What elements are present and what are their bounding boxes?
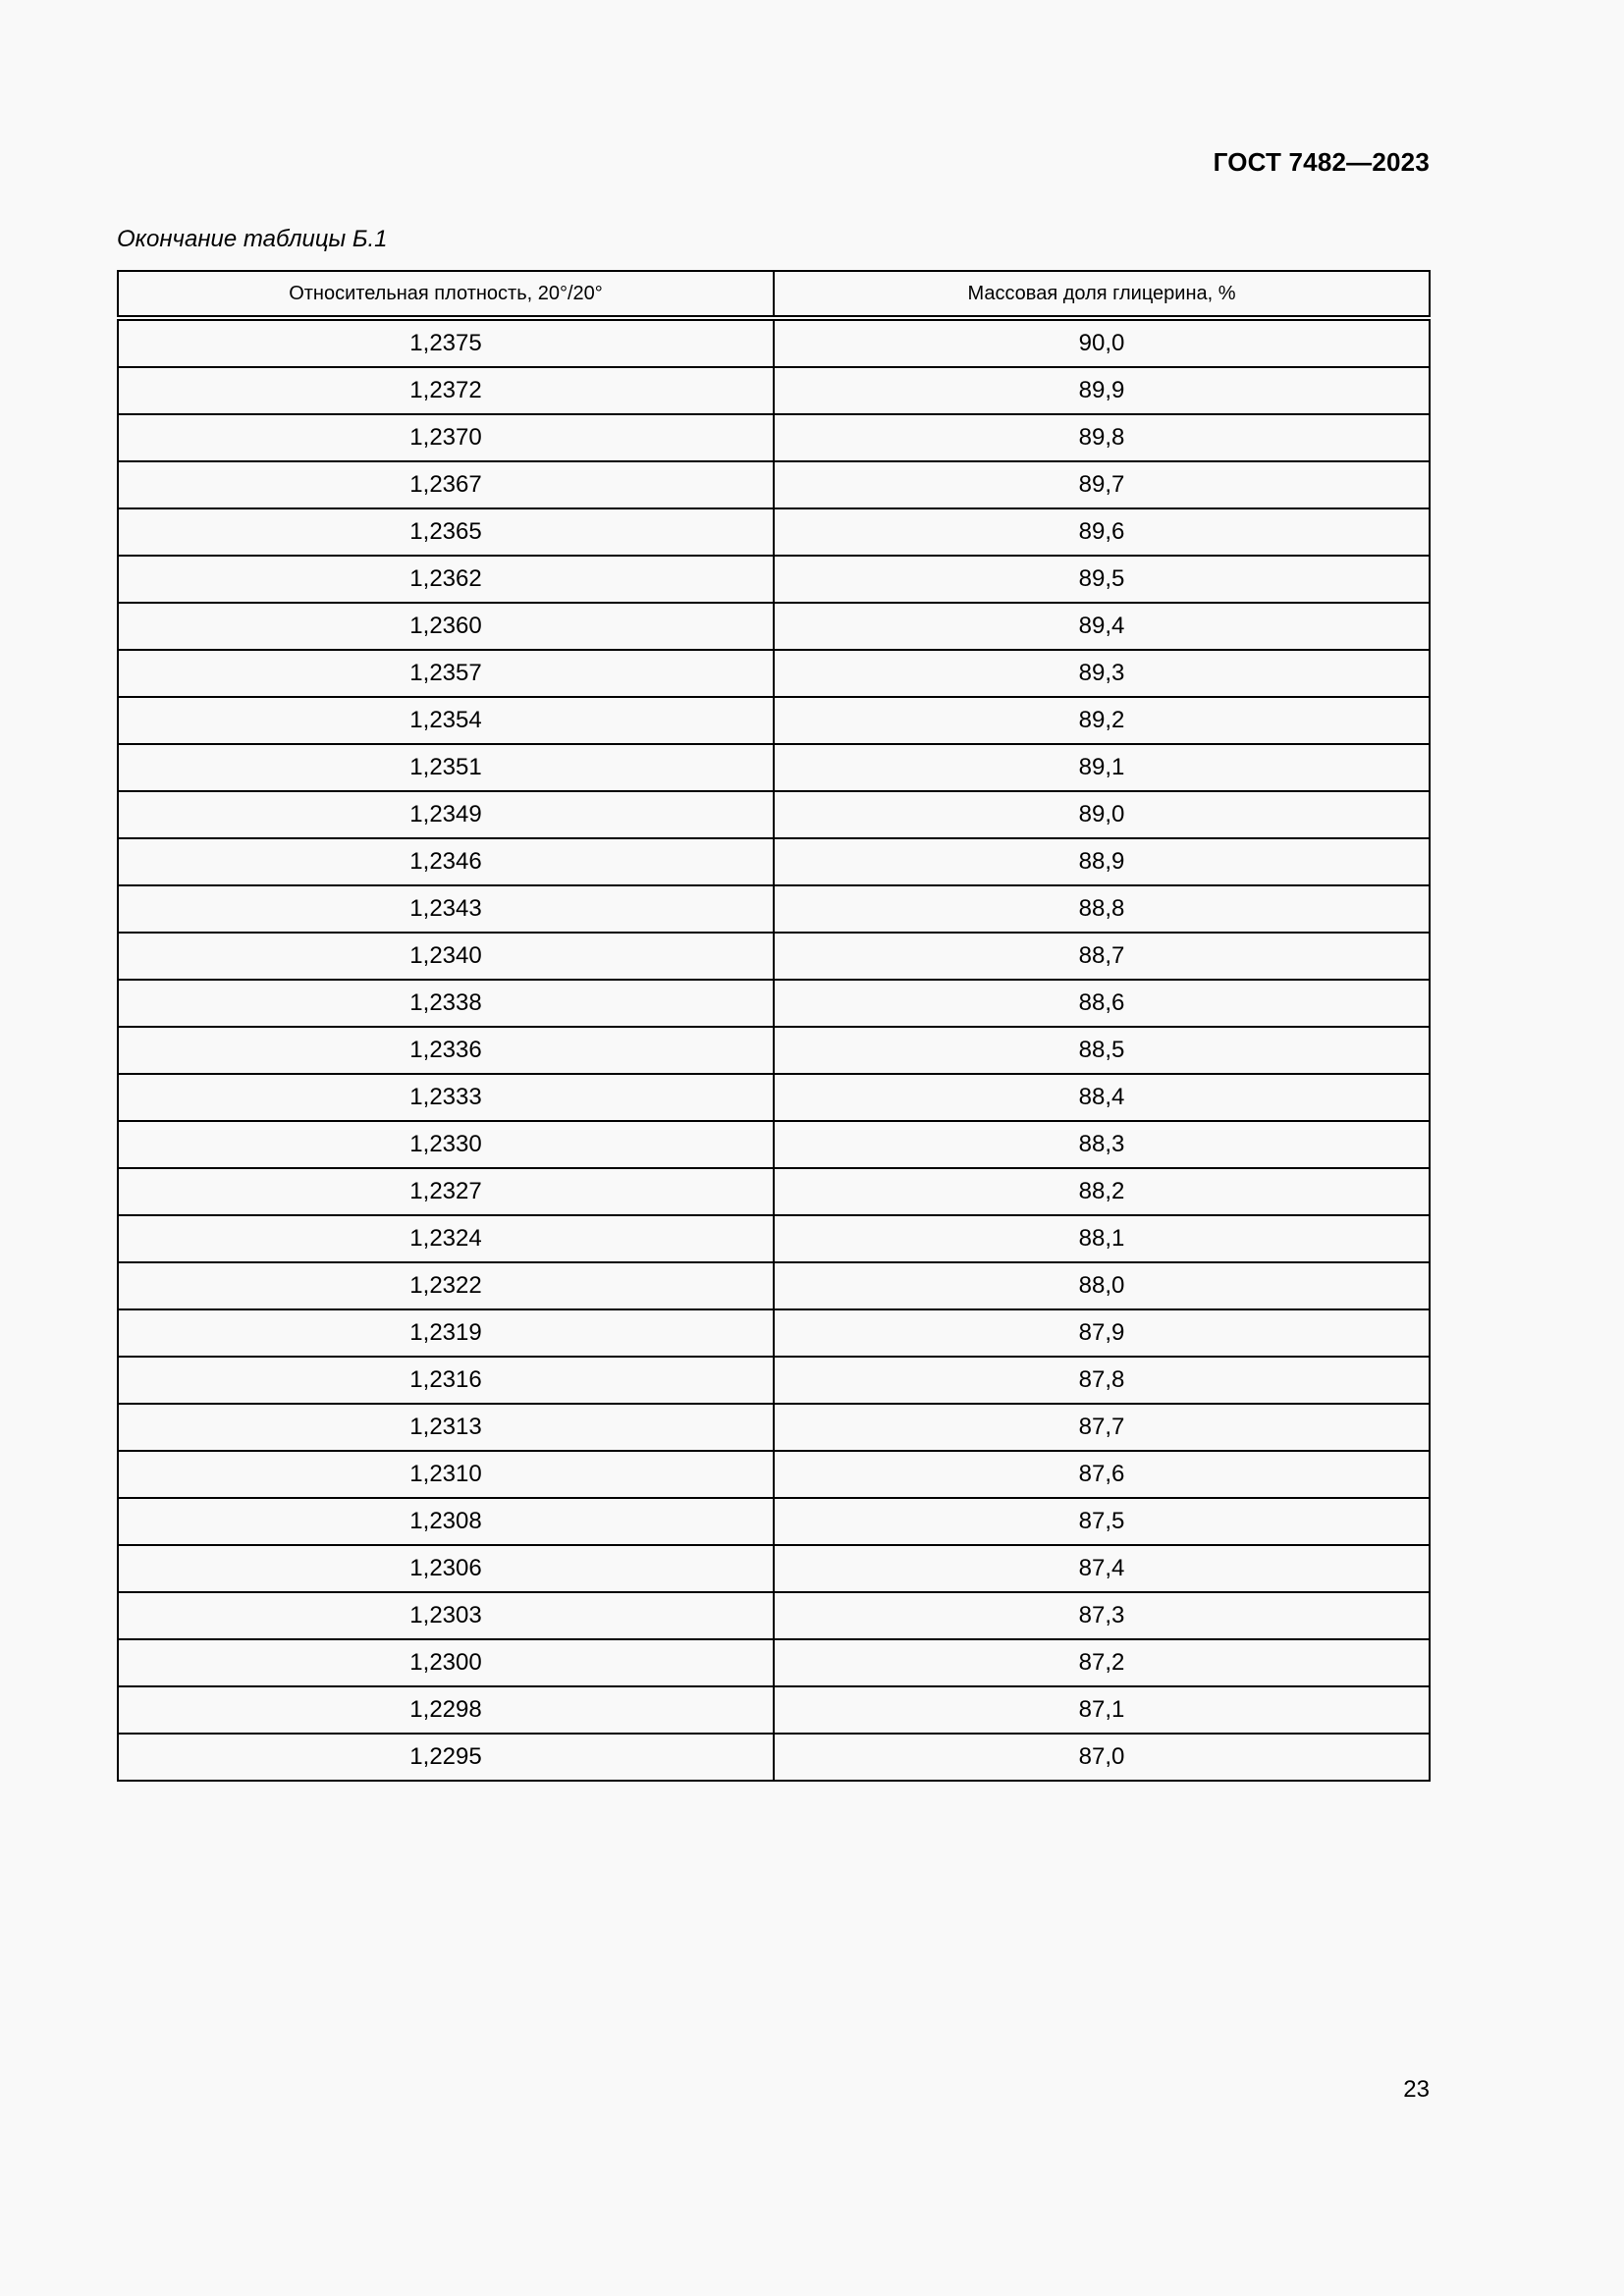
density-cell: 1,2372 [118, 367, 774, 414]
density-cell: 1,2319 [118, 1309, 774, 1357]
density-cell: 1,2354 [118, 697, 774, 744]
glycerin-fraction-cell: 87,3 [774, 1592, 1430, 1639]
document-standard-title: ГОСТ 7482—2023 [1213, 147, 1430, 177]
density-cell: 1,2370 [118, 414, 774, 461]
glycerin-fraction-cell: 88,8 [774, 885, 1430, 933]
density-cell: 1,2349 [118, 791, 774, 838]
glycerin-fraction-cell: 88,5 [774, 1027, 1430, 1074]
density-cell: 1,2295 [118, 1734, 774, 1781]
density-cell: 1,2338 [118, 980, 774, 1027]
density-cell: 1,2362 [118, 556, 774, 603]
glycerin-fraction-cell: 88,3 [774, 1121, 1430, 1168]
glycerin-fraction-cell: 89,5 [774, 556, 1430, 603]
glycerin-fraction-cell: 89,9 [774, 367, 1430, 414]
table-caption: Окончание таблицы Б.1 [117, 226, 388, 252]
density-glycerin-table [117, 270, 1431, 1782]
glycerin-fraction-cell: 89,7 [774, 461, 1430, 508]
table-row [118, 508, 1430, 556]
table-row [118, 1404, 1430, 1451]
table-row [118, 1498, 1430, 1545]
table-row [118, 1686, 1430, 1734]
density-cell: 1,2308 [118, 1498, 774, 1545]
density-cell: 1,2351 [118, 744, 774, 791]
glycerin-fraction-cell: 88,0 [774, 1262, 1430, 1309]
table-row [118, 1215, 1430, 1262]
glycerin-fraction-cell: 89,2 [774, 697, 1430, 744]
density-cell: 1,2346 [118, 838, 774, 885]
glycerin-fraction-cell: 88,9 [774, 838, 1430, 885]
table-row [118, 697, 1430, 744]
density-cell: 1,2340 [118, 933, 774, 980]
density-cell: 1,2330 [118, 1121, 774, 1168]
glycerin-fraction-cell: 89,0 [774, 791, 1430, 838]
glycerin-fraction-cell: 88,1 [774, 1215, 1430, 1262]
table-row [118, 1027, 1430, 1074]
density-cell: 1,2343 [118, 885, 774, 933]
density-cell: 1,2336 [118, 1027, 774, 1074]
density-cell: 1,2322 [118, 1262, 774, 1309]
column-header-density: Относительная плотность, 20°/20° [118, 271, 774, 318]
density-cell: 1,2327 [118, 1168, 774, 1215]
glycerin-fraction-cell: 87,9 [774, 1309, 1430, 1357]
table-row [118, 318, 1430, 367]
table-row [118, 1121, 1430, 1168]
density-cell: 1,2310 [118, 1451, 774, 1498]
table-row [118, 1309, 1430, 1357]
glycerin-fraction-cell: 87,4 [774, 1545, 1430, 1592]
table-row [118, 1168, 1430, 1215]
table-body [118, 318, 1430, 1781]
table-row [118, 933, 1430, 980]
density-cell: 1,2367 [118, 461, 774, 508]
table-row [118, 1451, 1430, 1498]
glycerin-fraction-cell: 88,4 [774, 1074, 1430, 1121]
glycerin-fraction-cell: 88,6 [774, 980, 1430, 1027]
glycerin-fraction-cell: 87,8 [774, 1357, 1430, 1404]
density-cell: 1,2298 [118, 1686, 774, 1734]
density-cell: 1,2360 [118, 603, 774, 650]
table-row [118, 1639, 1430, 1686]
density-cell: 1,2313 [118, 1404, 774, 1451]
density-cell: 1,2300 [118, 1639, 774, 1686]
table-row [118, 838, 1430, 885]
table-row [118, 1357, 1430, 1404]
glycerin-fraction-cell: 87,0 [774, 1734, 1430, 1781]
density-cell: 1,2303 [118, 1592, 774, 1639]
density-cell: 1,2316 [118, 1357, 774, 1404]
table-row [118, 1074, 1430, 1121]
table-row [118, 414, 1430, 461]
glycerin-fraction-cell: 87,2 [774, 1639, 1430, 1686]
table-row [118, 461, 1430, 508]
table-row [118, 791, 1430, 838]
glycerin-fraction-cell: 87,6 [774, 1451, 1430, 1498]
table-row [118, 1592, 1430, 1639]
density-cell: 1,2333 [118, 1074, 774, 1121]
glycerin-fraction-cell: 87,5 [774, 1498, 1430, 1545]
glycerin-fraction-cell: 89,3 [774, 650, 1430, 697]
table-row [118, 556, 1430, 603]
glycerin-fraction-cell: 89,1 [774, 744, 1430, 791]
column-header-glycerin: Массовая доля глицерина, % [774, 271, 1430, 318]
table-row [118, 650, 1430, 697]
table-row [118, 885, 1430, 933]
table-row [118, 1262, 1430, 1309]
glycerin-fraction-cell: 89,4 [774, 603, 1430, 650]
table-row [118, 744, 1430, 791]
density-cell: 1,2365 [118, 508, 774, 556]
glycerin-fraction-cell: 88,2 [774, 1168, 1430, 1215]
glycerin-fraction-cell: 89,6 [774, 508, 1430, 556]
glycerin-fraction-cell: 90,0 [774, 318, 1430, 367]
table-row [118, 1545, 1430, 1592]
page-number: 23 [1403, 2076, 1430, 2103]
table-row [118, 1734, 1430, 1781]
density-cell: 1,2306 [118, 1545, 774, 1592]
density-cell: 1,2357 [118, 650, 774, 697]
table-row [118, 980, 1430, 1027]
table-header-row [118, 271, 1430, 318]
glycerin-fraction-cell: 87,7 [774, 1404, 1430, 1451]
glycerin-fraction-cell: 87,1 [774, 1686, 1430, 1734]
table-row [118, 603, 1430, 650]
glycerin-fraction-cell: 88,7 [774, 933, 1430, 980]
table-container [117, 270, 1431, 1782]
density-cell: 1,2324 [118, 1215, 774, 1262]
glycerin-fraction-cell: 89,8 [774, 414, 1430, 461]
table-row [118, 367, 1430, 414]
density-cell: 1,2375 [118, 318, 774, 367]
